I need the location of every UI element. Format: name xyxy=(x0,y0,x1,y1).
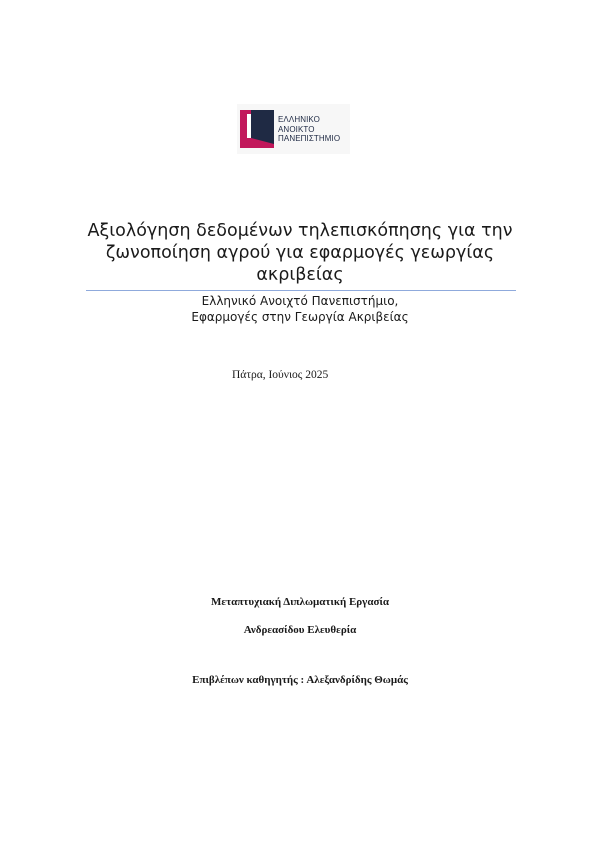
subtitle-line-1: Ελληνικό Ανοιχτό Πανεπιστήμιο, xyxy=(201,294,399,308)
thesis-type: Μεταπτυχιακή Διπλωματική Εργασία xyxy=(210,596,389,608)
logo-text xyxy=(278,115,340,144)
document-title xyxy=(60,220,540,286)
title-divider xyxy=(86,290,516,291)
title-line-1: Αξιολόγηση δεδομένων τηλεπισκόπησης για την xyxy=(87,221,513,241)
supervisor: Επιβλέπων καθηγητής : Αλεξανδρίδης Θωμάς xyxy=(192,674,408,686)
subtitle-line-2: Εφαρμογές στην Γεωργία Ακριβείας xyxy=(191,310,409,324)
title-line-2: ζωνοποίηση αγρού για εφαρμογές γεωργίας xyxy=(105,243,495,263)
logo-line-1: ΕΛΛΗΝΙΚΟ xyxy=(278,115,320,124)
title-line-3: ακριβείας xyxy=(256,265,344,285)
logo-emblem-icon xyxy=(237,104,277,154)
document-subtitle xyxy=(100,293,500,325)
logo-line-2: ΑΝΟΙΚΤΟ xyxy=(278,124,315,134)
author-name: Ανδρεασίδου Ελευθερία xyxy=(243,624,357,636)
logo-line-3: ΠΑΝΕΠΙΣΤΗΜΙΟ xyxy=(278,134,341,143)
place-date: Πάτρα, Ιούνιος 2025 xyxy=(232,369,329,381)
university-logo xyxy=(237,104,350,154)
